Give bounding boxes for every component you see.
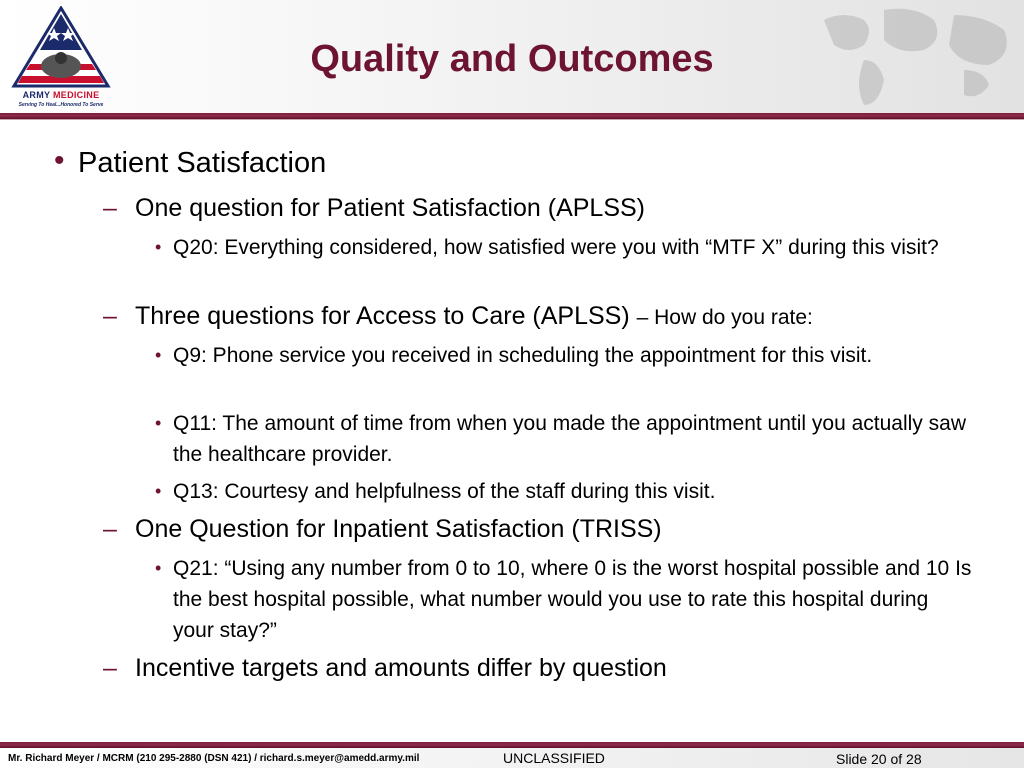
bullet-icon: • — [155, 558, 162, 578]
bullet-icon: • — [155, 345, 162, 365]
bullet-level2: Three questions for Access to Care (APLSS) – How do you rate: — [135, 302, 813, 330]
bullet-icon: • — [54, 144, 65, 177]
footer-contact: Mr. Richard Meyer / MCRM (210 295-2880 (DSN 421) / richard.s.meyer@amedd.army.mil — [8, 753, 420, 764]
dash-icon: – — [103, 654, 117, 682]
classification-label: UNCLASSIFIED — [503, 750, 605, 766]
slide-footer — [0, 748, 1024, 768]
bullet-level1: Patient Satisfaction — [78, 147, 327, 179]
bullet-icon: • — [155, 413, 162, 433]
bullet-level3: Q11: The amount of time from when you made the appointment until you actually saw the healthcare provider. — [173, 412, 966, 466]
bullet-level3: Q21: “Using any number from 0 to 10, where 0 is the worst hospital possible and 10 Is the best hospital possible, what number would you use to rate this hospital during your stay?” — [173, 557, 972, 642]
dash-icon: – — [103, 515, 117, 543]
dash-icon: – — [103, 194, 117, 222]
bullet-icon: • — [155, 237, 162, 257]
logo-wordmark: ARMY MEDICINE — [22, 90, 100, 100]
bullet-level3: Q13: Courtesy and helpfulness of the staff during this visit. — [173, 480, 716, 503]
logo-motto: Serving To Heal...Honored To Serve — [18, 102, 104, 108]
bullet-level2: One Question for Inpatient Satisfaction (TRISS) — [135, 515, 662, 543]
header-divider — [0, 113, 1024, 120]
dash-icon: – — [103, 302, 117, 330]
bullet-level2: One question for Patient Satisfaction (APLSS) — [135, 194, 645, 222]
bullet-level3: Q9: Phone service you received in scheduling the appointment for this visit. — [173, 344, 873, 367]
slide-header — [0, 0, 1024, 114]
slide-title: Quality and Outcomes — [310, 38, 714, 80]
bullet-icon: • — [155, 481, 162, 501]
bullet-level3: Q20: Everything considered, how satisfied were you with “MTF X” during this visit? — [173, 236, 939, 259]
slide-number: Slide 20 of 28 — [836, 751, 922, 767]
bullet-level2: Incentive targets and amounts differ by question — [135, 654, 667, 682]
